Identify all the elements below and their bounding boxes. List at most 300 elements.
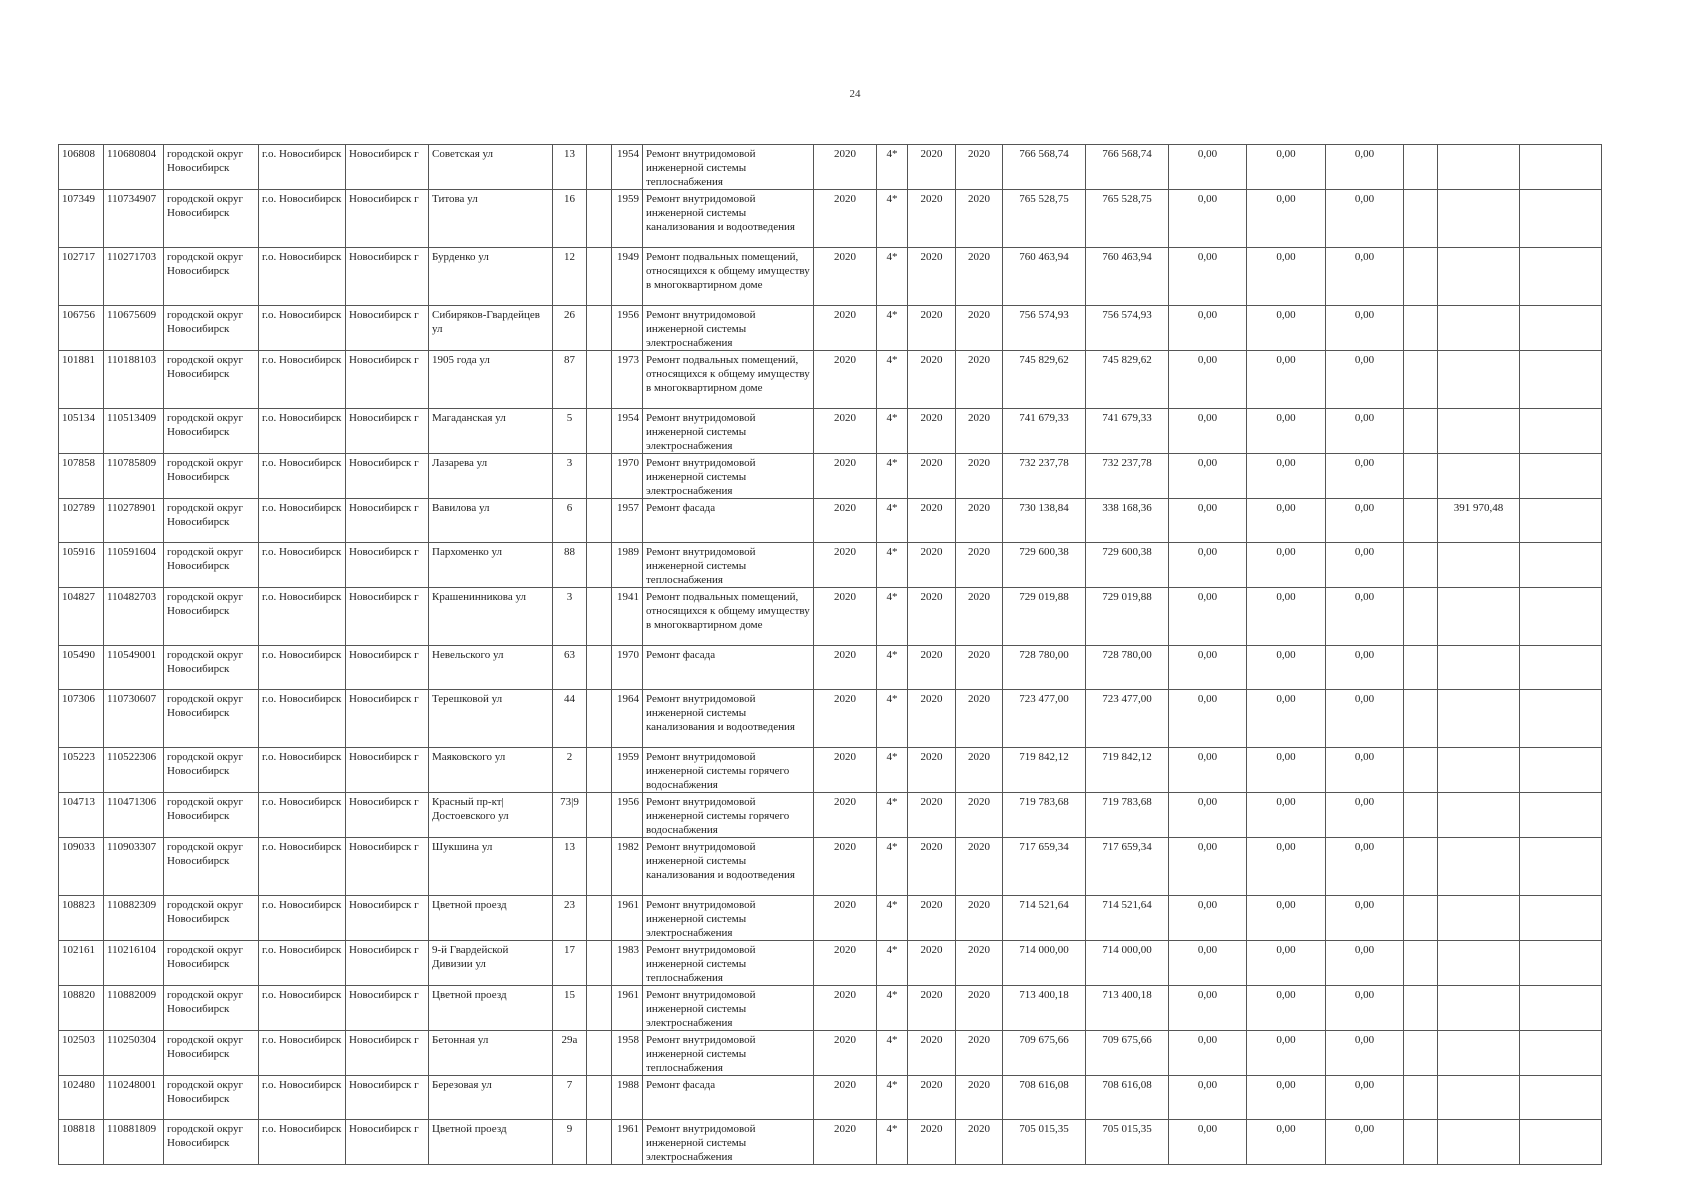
- cost-cell: 0,00: [1247, 306, 1326, 351]
- cost-cell: 0,00: [1169, 588, 1247, 646]
- cost-cell: 0,00: [1247, 1120, 1326, 1165]
- start-year-cell: 2020: [908, 690, 956, 748]
- city-cell: Новосибирск г: [346, 543, 429, 588]
- cost-cell: [1520, 690, 1602, 748]
- object-id-cell: 108818: [59, 1120, 104, 1165]
- start-year-cell: 2020: [908, 646, 956, 690]
- cost-cell: 0,00: [1169, 351, 1247, 409]
- cost-cell: [1520, 838, 1602, 896]
- house-code-cell: 110188103: [104, 351, 164, 409]
- cost-cell: 0,00: [1326, 1076, 1404, 1120]
- year-built-cell: 1973: [612, 351, 643, 409]
- city-cell: Новосибирск г: [346, 190, 429, 248]
- work-type-cell: Ремонт подвальных помещений, относящихся к общему имуществу в многоквартирном доме: [643, 248, 814, 306]
- year-built-cell: 1957: [612, 499, 643, 543]
- year-built-cell: 1959: [612, 190, 643, 248]
- district-cell: г.о. Новосибирск: [259, 941, 346, 986]
- cost-cell: 0,00: [1326, 543, 1404, 588]
- municipality-cell: городской округ Новосибирск: [164, 248, 259, 306]
- year-built-cell: 1970: [612, 454, 643, 499]
- year-built-cell: 1983: [612, 941, 643, 986]
- object-id-cell: 105134: [59, 409, 104, 454]
- object-id-cell: 105916: [59, 543, 104, 588]
- house-code-cell: 110549001: [104, 646, 164, 690]
- district-cell: г.о. Новосибирск: [259, 1120, 346, 1165]
- object-id-cell: 109033: [59, 838, 104, 896]
- cost-cell: 0,00: [1247, 690, 1326, 748]
- year-built-cell: 1956: [612, 793, 643, 838]
- total-cost-cell: 714 000,00: [1003, 941, 1086, 986]
- district-cell: г.о. Новосибирск: [259, 838, 346, 896]
- work-type-cell: Ремонт подвальных помещений, относящихся к общему имуществу в многоквартирном доме: [643, 588, 814, 646]
- municipality-cell: городской округ Новосибирск: [164, 896, 259, 941]
- cost-cell: [1520, 454, 1602, 499]
- cost-cell: 0,00: [1326, 1031, 1404, 1076]
- table-row: [59, 646, 1602, 690]
- street-cell: Красный пр-кт|Достоевского ул: [429, 793, 553, 838]
- house-code-cell: 110522306: [104, 748, 164, 793]
- city-cell: Новосибирск г: [346, 454, 429, 499]
- cost-cell: 0,00: [1169, 190, 1247, 248]
- table-row: [59, 986, 1602, 1031]
- house-code-cell: 110591604: [104, 543, 164, 588]
- house-code-cell: 110482703: [104, 588, 164, 646]
- district-cell: г.о. Новосибирск: [259, 543, 346, 588]
- municipality-cell: городской округ Новосибирск: [164, 793, 259, 838]
- cost-cell: [1404, 306, 1438, 351]
- house-number-cell: 13: [553, 838, 587, 896]
- street-cell: Советская ул: [429, 145, 553, 190]
- total-cost-cell: 728 780,00: [1003, 646, 1086, 690]
- object-id-cell: 105223: [59, 748, 104, 793]
- year-built-cell: 1954: [612, 145, 643, 190]
- work-type-cell: Ремонт внутридомовой инженерной системы электроснабжения: [643, 1120, 814, 1165]
- house-code-cell: 110271703: [104, 248, 164, 306]
- municipality-cell: городской округ Новосибирск: [164, 986, 259, 1031]
- plan-year-cell: 2020: [814, 1120, 877, 1165]
- corpus-cell: [587, 1031, 612, 1076]
- municipality-cell: городской округ Новосибирск: [164, 454, 259, 499]
- district-cell: г.о. Новосибирск: [259, 190, 346, 248]
- house-number-cell: 7: [553, 1076, 587, 1120]
- city-cell: Новосибирск г: [346, 306, 429, 351]
- city-cell: Новосибирск г: [346, 409, 429, 454]
- district-cell: г.о. Новосибирск: [259, 646, 346, 690]
- table-row: [59, 793, 1602, 838]
- street-cell: Вавилова ул: [429, 499, 553, 543]
- municipality-cell: городской округ Новосибирск: [164, 748, 259, 793]
- fund-cost-cell: 709 675,66: [1086, 1031, 1169, 1076]
- cost-cell: [1438, 690, 1520, 748]
- cost-cell: 0,00: [1326, 986, 1404, 1031]
- work-type-cell: Ремонт фасада: [643, 1076, 814, 1120]
- work-type-cell: Ремонт внутридомовой инженерной системы канализования и водоотведения: [643, 838, 814, 896]
- municipality-cell: городской округ Новосибирск: [164, 306, 259, 351]
- cost-cell: 0,00: [1326, 351, 1404, 409]
- house-number-cell: 23: [553, 896, 587, 941]
- municipality-cell: городской округ Новосибирск: [164, 351, 259, 409]
- cost-cell: 0,00: [1169, 248, 1247, 306]
- corpus-cell: [587, 351, 612, 409]
- fund-cost-cell: 745 829,62: [1086, 351, 1169, 409]
- cost-cell: 0,00: [1169, 646, 1247, 690]
- year-built-cell: 1949: [612, 248, 643, 306]
- house-number-cell: 3: [553, 588, 587, 646]
- cost-cell: 0,00: [1169, 986, 1247, 1031]
- street-cell: Маяковского ул: [429, 748, 553, 793]
- table-row: [59, 896, 1602, 941]
- cost-cell: 391 970,48: [1438, 499, 1520, 543]
- category-cell: 4*: [877, 748, 908, 793]
- start-year-cell: 2020: [908, 896, 956, 941]
- street-cell: Шукшина ул: [429, 838, 553, 896]
- district-cell: г.о. Новосибирск: [259, 248, 346, 306]
- city-cell: Новосибирск г: [346, 690, 429, 748]
- year-built-cell: 1954: [612, 409, 643, 454]
- work-type-cell: Ремонт внутридомовой инженерной системы горячего водоснабжения: [643, 793, 814, 838]
- city-cell: Новосибирск г: [346, 748, 429, 793]
- start-year-cell: 2020: [908, 1031, 956, 1076]
- house-code-cell: 110471306: [104, 793, 164, 838]
- cost-cell: 0,00: [1326, 690, 1404, 748]
- category-cell: 4*: [877, 351, 908, 409]
- work-type-cell: Ремонт внутридомовой инженерной системы теплоснабжения: [643, 1031, 814, 1076]
- plan-year-cell: 2020: [814, 986, 877, 1031]
- end-year-cell: 2020: [956, 646, 1003, 690]
- cost-cell: 0,00: [1169, 838, 1247, 896]
- cost-cell: [1438, 838, 1520, 896]
- table-row: [59, 351, 1602, 409]
- year-built-cell: 1958: [612, 1031, 643, 1076]
- city-cell: Новосибирск г: [346, 1031, 429, 1076]
- cost-cell: 0,00: [1326, 748, 1404, 793]
- street-cell: Титова ул: [429, 190, 553, 248]
- table-row: [59, 543, 1602, 588]
- total-cost-cell: 723 477,00: [1003, 690, 1086, 748]
- cost-cell: [1404, 190, 1438, 248]
- object-id-cell: 107349: [59, 190, 104, 248]
- start-year-cell: 2020: [908, 190, 956, 248]
- end-year-cell: 2020: [956, 499, 1003, 543]
- work-type-cell: Ремонт внутридомовой инженерной системы горячего водоснабжения: [643, 748, 814, 793]
- plan-year-cell: 2020: [814, 646, 877, 690]
- fund-cost-cell: 741 679,33: [1086, 409, 1169, 454]
- house-code-cell: 110675609: [104, 306, 164, 351]
- cost-cell: [1520, 1031, 1602, 1076]
- district-cell: г.о. Новосибирск: [259, 409, 346, 454]
- cost-cell: [1520, 646, 1602, 690]
- table-row: [59, 145, 1602, 190]
- municipality-cell: городской округ Новосибирск: [164, 409, 259, 454]
- municipality-cell: городской округ Новосибирск: [164, 646, 259, 690]
- house-code-cell: 110785809: [104, 454, 164, 499]
- district-cell: г.о. Новосибирск: [259, 896, 346, 941]
- total-cost-cell: 729 600,38: [1003, 543, 1086, 588]
- work-type-cell: Ремонт внутридомовой инженерной системы теплоснабжения: [643, 941, 814, 986]
- work-type-cell: Ремонт фасада: [643, 499, 814, 543]
- street-cell: Бетонная ул: [429, 1031, 553, 1076]
- house-number-cell: 73|9: [553, 793, 587, 838]
- house-number-cell: 26: [553, 306, 587, 351]
- cost-cell: [1520, 1120, 1602, 1165]
- category-cell: 4*: [877, 454, 908, 499]
- corpus-cell: [587, 248, 612, 306]
- start-year-cell: 2020: [908, 1120, 956, 1165]
- plan-year-cell: 2020: [814, 896, 877, 941]
- cost-cell: [1520, 588, 1602, 646]
- object-id-cell: 102717: [59, 248, 104, 306]
- corpus-cell: [587, 748, 612, 793]
- category-cell: 4*: [877, 1120, 908, 1165]
- object-id-cell: 108823: [59, 896, 104, 941]
- house-number-cell: 29а: [553, 1031, 587, 1076]
- cost-cell: [1404, 941, 1438, 986]
- cost-cell: 0,00: [1326, 941, 1404, 986]
- cost-cell: 0,00: [1247, 838, 1326, 896]
- work-type-cell: Ремонт фасада: [643, 646, 814, 690]
- house-number-cell: 5: [553, 409, 587, 454]
- repair-register-table: [58, 144, 1602, 1165]
- start-year-cell: 2020: [908, 454, 956, 499]
- fund-cost-cell: 717 659,34: [1086, 838, 1169, 896]
- end-year-cell: 2020: [956, 588, 1003, 646]
- end-year-cell: 2020: [956, 838, 1003, 896]
- total-cost-cell: 714 521,64: [1003, 896, 1086, 941]
- cost-cell: [1520, 145, 1602, 190]
- year-built-cell: 1970: [612, 646, 643, 690]
- cost-cell: 0,00: [1247, 454, 1326, 499]
- work-type-cell: Ремонт внутридомовой инженерной системы электроснабжения: [643, 306, 814, 351]
- total-cost-cell: 709 675,66: [1003, 1031, 1086, 1076]
- cost-cell: 0,00: [1247, 986, 1326, 1031]
- cost-cell: 0,00: [1326, 588, 1404, 646]
- cost-cell: 0,00: [1247, 646, 1326, 690]
- corpus-cell: [587, 646, 612, 690]
- corpus-cell: [587, 896, 612, 941]
- year-built-cell: 1982: [612, 838, 643, 896]
- cost-cell: [1520, 793, 1602, 838]
- total-cost-cell: 705 015,35: [1003, 1120, 1086, 1165]
- cost-cell: 0,00: [1169, 543, 1247, 588]
- cost-cell: 0,00: [1169, 690, 1247, 748]
- end-year-cell: 2020: [956, 690, 1003, 748]
- plan-year-cell: 2020: [814, 793, 877, 838]
- cost-cell: 0,00: [1169, 1120, 1247, 1165]
- cost-cell: [1438, 306, 1520, 351]
- cost-cell: [1404, 409, 1438, 454]
- fund-cost-cell: 713 400,18: [1086, 986, 1169, 1031]
- total-cost-cell: 719 783,68: [1003, 793, 1086, 838]
- start-year-cell: 2020: [908, 986, 956, 1031]
- cost-cell: [1404, 1031, 1438, 1076]
- object-id-cell: 101881: [59, 351, 104, 409]
- cost-cell: [1520, 896, 1602, 941]
- house-number-cell: 15: [553, 986, 587, 1031]
- cost-cell: 0,00: [1326, 793, 1404, 838]
- corpus-cell: [587, 941, 612, 986]
- cost-cell: [1438, 190, 1520, 248]
- end-year-cell: 2020: [956, 306, 1003, 351]
- category-cell: 4*: [877, 838, 908, 896]
- work-type-cell: Ремонт внутридомовой инженерной системы электроснабжения: [643, 896, 814, 941]
- table-row: [59, 1076, 1602, 1120]
- table-row: [59, 1120, 1602, 1165]
- plan-year-cell: 2020: [814, 499, 877, 543]
- corpus-cell: [587, 190, 612, 248]
- cost-cell: [1520, 351, 1602, 409]
- object-id-cell: 106808: [59, 145, 104, 190]
- district-cell: г.о. Новосибирск: [259, 454, 346, 499]
- cost-cell: 0,00: [1326, 1120, 1404, 1165]
- city-cell: Новосибирск г: [346, 1076, 429, 1120]
- cost-cell: [1404, 1076, 1438, 1120]
- cost-cell: 0,00: [1169, 1076, 1247, 1120]
- corpus-cell: [587, 499, 612, 543]
- street-cell: Невельского ул: [429, 646, 553, 690]
- total-cost-cell: 717 659,34: [1003, 838, 1086, 896]
- city-cell: Новосибирск г: [346, 499, 429, 543]
- cost-cell: [1404, 838, 1438, 896]
- cost-cell: [1520, 190, 1602, 248]
- end-year-cell: 2020: [956, 748, 1003, 793]
- district-cell: г.о. Новосибирск: [259, 499, 346, 543]
- total-cost-cell: 741 679,33: [1003, 409, 1086, 454]
- cost-cell: 0,00: [1247, 145, 1326, 190]
- house-code-cell: 110903307: [104, 838, 164, 896]
- category-cell: 4*: [877, 145, 908, 190]
- street-cell: Пархоменко ул: [429, 543, 553, 588]
- category-cell: 4*: [877, 1031, 908, 1076]
- corpus-cell: [587, 1076, 612, 1120]
- total-cost-cell: 729 019,88: [1003, 588, 1086, 646]
- cost-cell: 0,00: [1247, 1076, 1326, 1120]
- cost-cell: 0,00: [1326, 838, 1404, 896]
- category-cell: 4*: [877, 690, 908, 748]
- total-cost-cell: 756 574,93: [1003, 306, 1086, 351]
- fund-cost-cell: 765 528,75: [1086, 190, 1169, 248]
- city-cell: Новосибирск г: [346, 646, 429, 690]
- cost-cell: 0,00: [1169, 941, 1247, 986]
- district-cell: г.о. Новосибирск: [259, 306, 346, 351]
- district-cell: г.о. Новосибирск: [259, 748, 346, 793]
- district-cell: г.о. Новосибирск: [259, 588, 346, 646]
- street-cell: 9-й Гвардейской Дивизии ул: [429, 941, 553, 986]
- object-id-cell: 102161: [59, 941, 104, 986]
- start-year-cell: 2020: [908, 543, 956, 588]
- cost-cell: 0,00: [1326, 409, 1404, 454]
- corpus-cell: [587, 306, 612, 351]
- cost-cell: 0,00: [1247, 588, 1326, 646]
- cost-cell: [1404, 1120, 1438, 1165]
- category-cell: 4*: [877, 941, 908, 986]
- work-type-cell: Ремонт внутридомовой инженерной системы электроснабжения: [643, 454, 814, 499]
- category-cell: 4*: [877, 588, 908, 646]
- end-year-cell: 2020: [956, 1120, 1003, 1165]
- total-cost-cell: 766 568,74: [1003, 145, 1086, 190]
- object-id-cell: 108820: [59, 986, 104, 1031]
- fund-cost-cell: 719 783,68: [1086, 793, 1169, 838]
- start-year-cell: 2020: [908, 793, 956, 838]
- total-cost-cell: 732 237,78: [1003, 454, 1086, 499]
- work-type-cell: Ремонт внутридомовой инженерной системы канализования и водоотведения: [643, 190, 814, 248]
- start-year-cell: 2020: [908, 1076, 956, 1120]
- cost-cell: 0,00: [1247, 748, 1326, 793]
- city-cell: Новосибирск г: [346, 896, 429, 941]
- plan-year-cell: 2020: [814, 941, 877, 986]
- category-cell: 4*: [877, 646, 908, 690]
- cost-cell: 0,00: [1326, 190, 1404, 248]
- start-year-cell: 2020: [908, 145, 956, 190]
- end-year-cell: 2020: [956, 1076, 1003, 1120]
- category-cell: 4*: [877, 793, 908, 838]
- cost-cell: 0,00: [1326, 248, 1404, 306]
- cost-cell: [1404, 499, 1438, 543]
- cost-cell: [1404, 145, 1438, 190]
- object-id-cell: 104713: [59, 793, 104, 838]
- plan-year-cell: 2020: [814, 248, 877, 306]
- cost-cell: 0,00: [1326, 646, 1404, 690]
- corpus-cell: [587, 409, 612, 454]
- city-cell: Новосибирск г: [346, 941, 429, 986]
- municipality-cell: городской округ Новосибирск: [164, 941, 259, 986]
- cost-cell: 0,00: [1247, 409, 1326, 454]
- cost-cell: [1404, 896, 1438, 941]
- category-cell: 4*: [877, 306, 908, 351]
- cost-cell: 0,00: [1247, 351, 1326, 409]
- cost-cell: 0,00: [1169, 896, 1247, 941]
- house-code-cell: 110881809: [104, 1120, 164, 1165]
- fund-cost-cell: 756 574,93: [1086, 306, 1169, 351]
- cost-cell: [1404, 646, 1438, 690]
- municipality-cell: городской округ Новосибирск: [164, 145, 259, 190]
- category-cell: 4*: [877, 409, 908, 454]
- district-cell: г.о. Новосибирск: [259, 1031, 346, 1076]
- category-cell: 4*: [877, 248, 908, 306]
- cost-cell: [1520, 1076, 1602, 1120]
- cost-cell: [1520, 499, 1602, 543]
- house-number-cell: 87: [553, 351, 587, 409]
- year-built-cell: 1941: [612, 588, 643, 646]
- cost-cell: 0,00: [1247, 1031, 1326, 1076]
- end-year-cell: 2020: [956, 145, 1003, 190]
- cost-cell: [1438, 454, 1520, 499]
- page-number: 24: [849, 88, 861, 100]
- city-cell: Новосибирск г: [346, 145, 429, 190]
- cost-cell: [1438, 1120, 1520, 1165]
- cost-cell: [1438, 646, 1520, 690]
- year-built-cell: 1961: [612, 896, 643, 941]
- start-year-cell: 2020: [908, 748, 956, 793]
- corpus-cell: [587, 145, 612, 190]
- total-cost-cell: 719 842,12: [1003, 748, 1086, 793]
- municipality-cell: городской округ Новосибирск: [164, 838, 259, 896]
- corpus-cell: [587, 1120, 612, 1165]
- city-cell: Новосибирск г: [346, 351, 429, 409]
- house-number-cell: 9: [553, 1120, 587, 1165]
- cost-cell: [1404, 690, 1438, 748]
- cost-cell: 0,00: [1247, 190, 1326, 248]
- category-cell: 4*: [877, 190, 908, 248]
- cost-cell: 0,00: [1326, 499, 1404, 543]
- object-id-cell: 104827: [59, 588, 104, 646]
- total-cost-cell: 730 138,84: [1003, 499, 1086, 543]
- fund-cost-cell: 728 780,00: [1086, 646, 1169, 690]
- house-code-cell: 110278901: [104, 499, 164, 543]
- corpus-cell: [587, 543, 612, 588]
- object-id-cell: 106756: [59, 306, 104, 351]
- city-cell: Новосибирск г: [346, 248, 429, 306]
- fund-cost-cell: 714 521,64: [1086, 896, 1169, 941]
